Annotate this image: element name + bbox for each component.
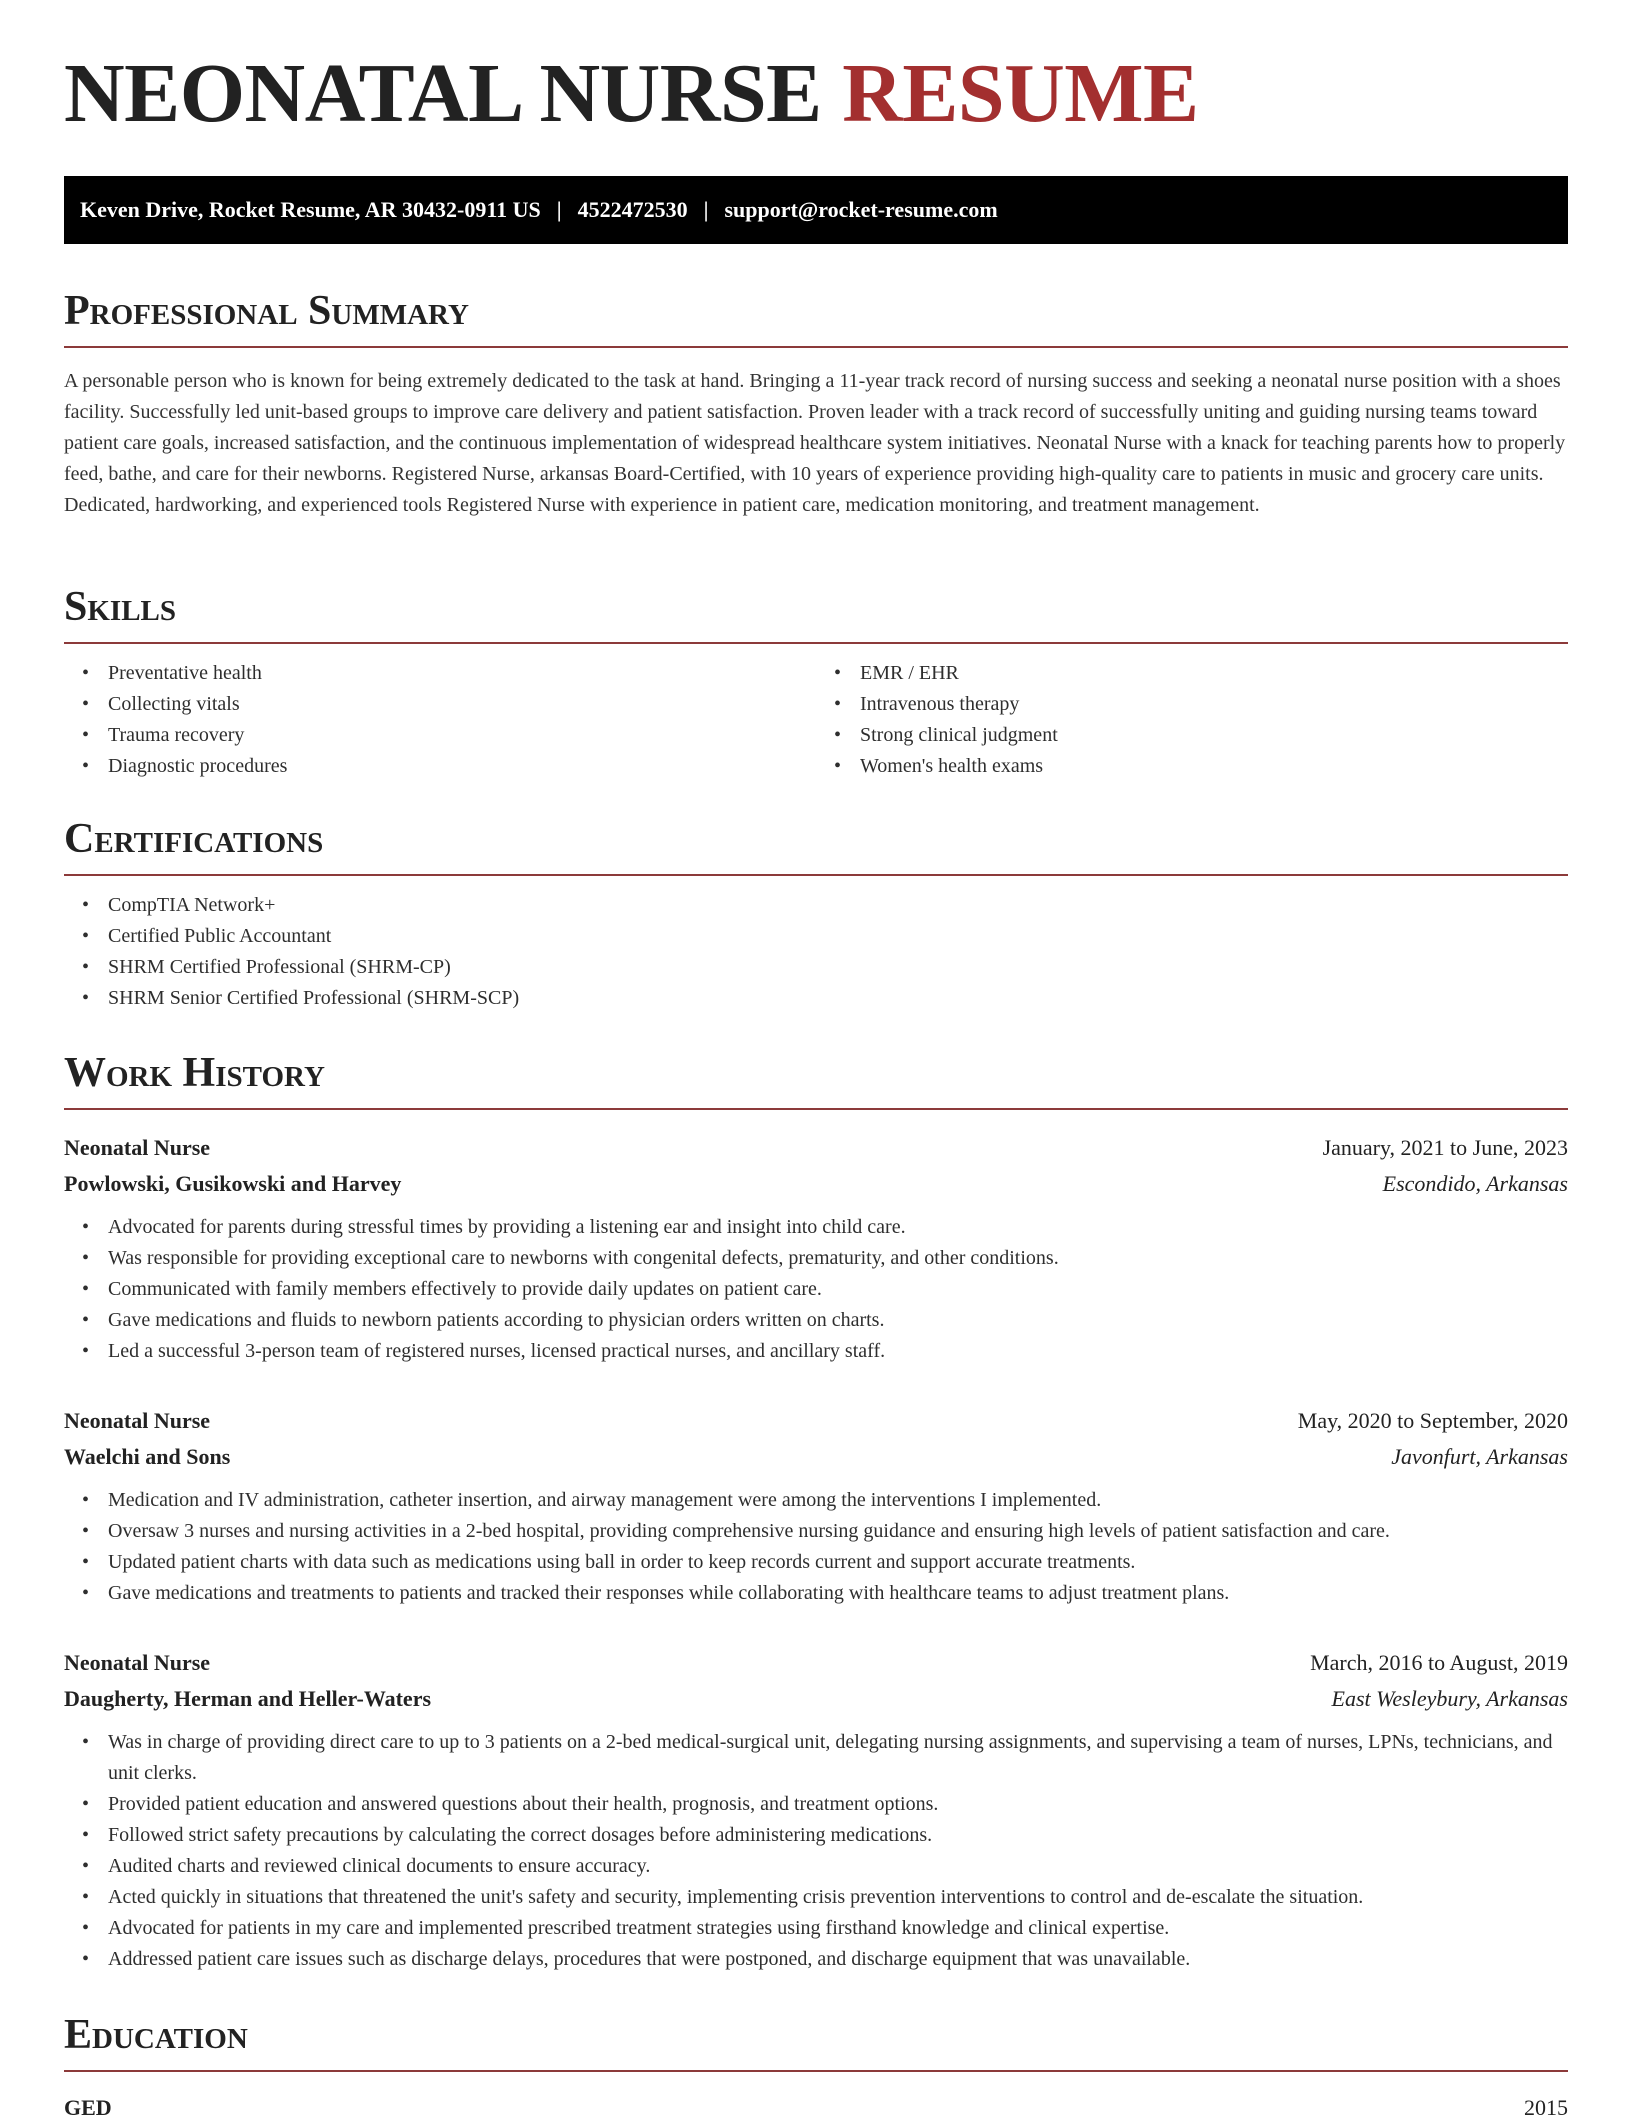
skills-list-left <box>64 658 816 782</box>
job-duty: • Followed strict safety precautions by calculating the correct dosages before administering medications. <box>108 1820 1568 1851</box>
job-location: East Wesleybury, Arkansas <box>1331 1686 1568 1711</box>
job-duty: • Was in charge of providing direct care to up to 3 patients on a 2-bed medical-surgical unit, delegating nursing assignments, and supervising a team of nurses, LPNs, technicians, and unit clerks. <box>108 1727 1568 1789</box>
skill-item: • Women's health exams <box>860 751 1568 782</box>
work-history-section <box>64 1052 1568 1975</box>
job-duty: • Oversaw 3 nurses and nursing activities in a 2-bed hospital, providing comprehensive nursing guidance and ensuring high levels of patient satisfaction and care. <box>108 1516 1568 1547</box>
education-heading: Education <box>64 2014 1568 2072</box>
certification-item: • SHRM Senior Certified Professional (SHRM-SCP) <box>108 983 1568 1014</box>
job-duty: • Communicated with family members effectively to provide daily updates on patient care. <box>108 1274 1568 1305</box>
job-company: Daugherty, Herman and Heller-Waters <box>64 1686 432 1711</box>
skill-item: • Strong clinical judgment <box>860 720 1568 751</box>
job-dates: March, 2016 to August, 2019 <box>1310 1650 1568 1675</box>
job-role: Neonatal Nurse <box>64 1408 211 1433</box>
job-company: Waelchi and Sons <box>64 1444 231 1469</box>
job-company: Powlowski, Gusikowski and Harvey <box>64 1171 402 1196</box>
skills-list-right <box>816 658 1568 782</box>
contact-separator: | <box>556 197 562 222</box>
job-duty: • Provided patient education and answered questions about their health, prognosis, and treatment options. <box>108 1789 1568 1820</box>
job-duties-list <box>64 1727 1568 1975</box>
education-row <box>64 2090 1568 2126</box>
skill-item: • EMR / EHR <box>860 658 1568 689</box>
contact-address: Keven Drive, Rocket Resume, AR 30432-0911 US <box>80 197 541 222</box>
education-degree: GED <box>64 2095 112 2120</box>
job-header-row <box>64 1130 1568 1166</box>
job-duty: • Acted quickly in situations that threatened the unit's safety and security, implementing crisis prevention interventions to control and de-escalate the situation. <box>108 1882 1568 1913</box>
job-duty: • Was responsible for providing exceptional care to newborns with congenital defects, prematurity, and other conditions. <box>108 1243 1568 1274</box>
job-role: Neonatal Nurse <box>64 1135 211 1160</box>
job-header-row <box>64 1403 1568 1439</box>
education-year: 2015 <box>1524 2095 1568 2120</box>
job-header-row <box>64 1645 1568 1681</box>
job-dates: January, 2021 to June, 2023 <box>1322 1135 1568 1160</box>
job-role: Neonatal Nurse <box>64 1650 211 1675</box>
certifications-section <box>64 818 1568 1014</box>
job-duty: • Medication and IV administration, catheter insertion, and airway management were among the interventions I implemented. <box>108 1485 1568 1516</box>
job-company-row <box>64 1681 1568 1717</box>
summary-text: A personable person who is known for being extremely dedicated to the task at hand. Bringing a 11-year track record of nursing success and seeking a neonatal nurse position with a shoes facility. Successfully led unit-based groups to improve care delivery and patient satisfaction. Proven leader with a track record of successfully uniting and guiding nursing teams toward patient care goals, increased satisfaction, and the continuous implementation of widespread healthcare system initiatives. Neonatal Nurse with a knack for teaching parents how to properly feed, bathe, and care for their newborns. Registered Nurse, arkansas Board-Certified, with 10 years of experience providing high-quality care to patients in music and grocery care units. Dedicated, hardworking, and experienced tools Registered Nurse with experience in patient care, medication monitoring, and treatment management. <box>64 370 1566 516</box>
job-entry <box>64 1130 1568 1367</box>
skill-item: • Trauma recovery <box>108 720 816 751</box>
job-duty: • Advocated for patients in my care and implemented prescribed treatment strategies using firsthand knowledge and clinical expertise. <box>108 1913 1568 1944</box>
certification-item: • Certified Public Accountant <box>108 921 1568 952</box>
education-section <box>64 2014 1568 2126</box>
job-duties-list <box>64 1485 1568 1609</box>
job-duty: • Gave medications and treatments to patients and tracked their responses while collaborating with healthcare teams to adjust treatment plans. <box>108 1578 1568 1609</box>
job-duty: • Advocated for parents during stressful times by providing a listening ear and insight into child care. <box>108 1212 1568 1243</box>
page-title <box>64 47 1199 140</box>
title-main: NEONATAL NURSE <box>64 47 822 140</box>
job-entry <box>64 1645 1568 1975</box>
certification-item: • SHRM Certified Professional (SHRM-CP) <box>108 952 1568 983</box>
job-location: Javonfurt, Arkansas <box>1391 1444 1568 1469</box>
skill-item: • Preventative health <box>108 658 816 689</box>
job-entry <box>64 1403 1568 1609</box>
job-dates: May, 2020 to September, 2020 <box>1297 1408 1568 1433</box>
skill-item: • Intravenous therapy <box>860 689 1568 720</box>
summary-heading: Professional Summary <box>64 290 1568 348</box>
contact-bar <box>64 176 1568 244</box>
job-duty: • Updated patient charts with data such as medications using ball in order to keep records current and support accurate treatments. <box>108 1547 1568 1578</box>
job-duty: • Led a successful 3-person team of registered nurses, licensed practical nurses, and ancillary staff. <box>108 1336 1568 1367</box>
job-location: Escondido, Arkansas <box>1382 1171 1568 1196</box>
contact-email[interactable]: support@rocket-resume.com <box>724 197 998 222</box>
work-history-heading: Work History <box>64 1052 1568 1110</box>
contact-separator: | <box>703 197 709 222</box>
certifications-heading: Certifications <box>64 818 1568 876</box>
certification-item: • CompTIA Network+ <box>108 890 1568 921</box>
skills-heading: Skills <box>64 586 1568 644</box>
skills-section <box>64 586 1568 782</box>
title-accent: RESUME <box>842 47 1199 140</box>
job-duty: • Gave medications and fluids to newborn patients according to physician orders written on charts. <box>108 1305 1568 1336</box>
skill-item: • Collecting vitals <box>108 689 816 720</box>
skill-item: • Diagnostic procedures <box>108 751 816 782</box>
skills-grid <box>64 658 1568 782</box>
job-duties-list <box>64 1212 1568 1367</box>
certifications-list <box>64 890 1568 1014</box>
job-duty: • Audited charts and reviewed clinical documents to ensure accuracy. <box>108 1851 1568 1882</box>
job-duty: • Addressed patient care issues such as discharge delays, procedures that were postponed, and discharge equipment that was unavailable. <box>108 1944 1568 1975</box>
job-company-row <box>64 1439 1568 1475</box>
contact-phone: 4522472530 <box>577 197 688 222</box>
job-company-row <box>64 1166 1568 1202</box>
summary-section <box>64 290 1568 521</box>
